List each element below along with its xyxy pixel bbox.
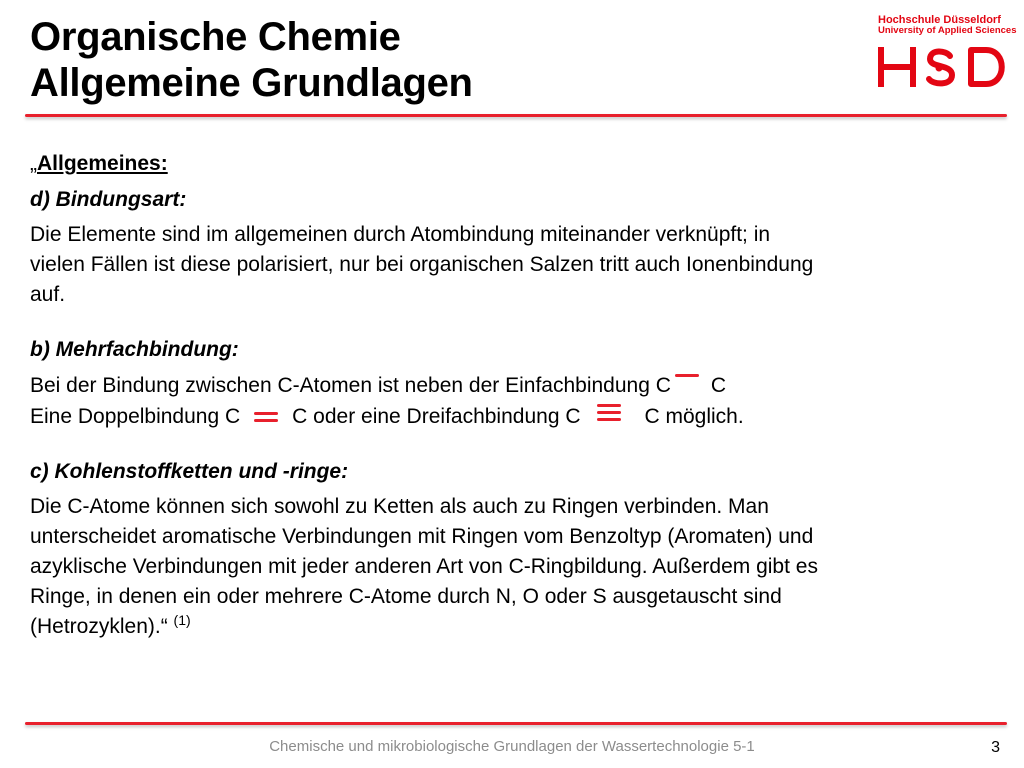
paragraph-line: unterscheidet aromatische Verbindungen mit Ringen vom Benzoltyp (Aromaten) und xyxy=(30,525,814,548)
section-c-paragraph xyxy=(30,492,1000,642)
paragraph-line: Die Elemente sind im allgemeinen durch Atombindung miteinander verknüpft; in xyxy=(30,223,771,246)
paragraph-line: vielen Fällen ist diese polarisiert, nur bei organischen Salzen tritt auch Ionenbindung xyxy=(30,253,814,276)
section-c-heading: c) Kohlenstoffketten und -ringe: xyxy=(30,460,349,483)
intro-heading xyxy=(30,148,1000,179)
title-line-2: Allgemeine Grundlagen xyxy=(30,61,473,105)
header-divider xyxy=(25,114,1007,117)
title-line-1: Organische Chemie xyxy=(30,15,401,59)
section-b-heading: b) Mehrfachbindung: xyxy=(30,338,239,361)
section-d-paragraph xyxy=(30,220,1000,310)
hsd-logo xyxy=(876,14,1017,94)
double-bond-text: Eine Doppelbindung C xyxy=(30,405,241,428)
triple-bond-text: C oder eine Dreifachbindung C xyxy=(292,405,581,428)
section-d-heading: d) Bindungsart: xyxy=(30,188,187,211)
footnote-reference: (1) xyxy=(173,612,191,628)
logo-institution-name: Hochschule Düsseldorf xyxy=(878,14,1001,26)
single-bond-icon xyxy=(675,367,701,393)
single-bond-end: C xyxy=(710,374,727,397)
paragraph-line: Ringe, in denen ein oder mehrere C-Atome durch N, O oder S ausgetauscht sind xyxy=(30,585,782,608)
paragraph-line: Die C-Atome können sich sowohl zu Ketten als auch zu Ringen verbinden. Man xyxy=(30,495,769,518)
triple-bond-icon xyxy=(597,402,623,424)
double-bond-icon xyxy=(254,407,280,427)
paragraph-line: azyklische Verbindungen mit jeder anderen Art von C-Ringbildung. Außerdem gibt es xyxy=(30,555,818,578)
single-bond-text: Bei der Bindung zwischen C-Atomen ist neben der Einfachbindung C xyxy=(30,374,671,397)
double-triple-bond-line xyxy=(30,401,1000,432)
hsd-logo-mark xyxy=(876,44,1012,90)
intro-heading-text: Allgemeines: xyxy=(37,152,168,175)
footer-course-title: Chemische und mikrobiologische Grundlagen der Wassertechnologie 5-1 xyxy=(269,738,755,755)
page-number: 3 xyxy=(991,739,1000,756)
slide-content xyxy=(30,148,1000,642)
opening-quote: „ xyxy=(30,152,37,175)
paragraph-line: auf. xyxy=(30,283,66,306)
closing-line-text: (Hetrozyklen).“ xyxy=(30,615,168,638)
footer-divider xyxy=(25,722,1007,725)
logo-institution-subtitle: University of Applied Sciences xyxy=(878,25,1017,36)
bond-line-end: C möglich. xyxy=(644,405,744,428)
slide-title xyxy=(30,14,473,106)
paragraph-line-last xyxy=(30,612,1000,642)
single-bond-line xyxy=(30,370,1000,401)
